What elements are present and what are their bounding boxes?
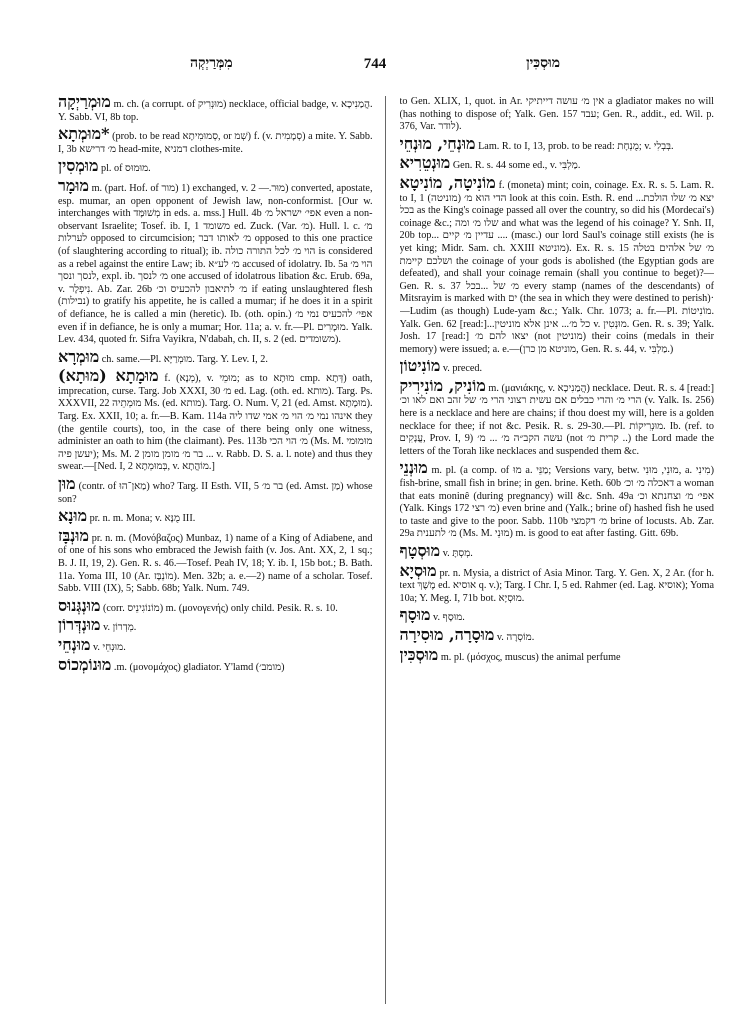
entry-headword: מוּסְטָף xyxy=(399,541,441,560)
running-head xyxy=(40,56,710,80)
dictionary-entry xyxy=(399,375,715,459)
entry-headword: מוּנָא xyxy=(58,506,88,526)
dictionary-entry xyxy=(399,605,715,625)
entry-definition: v. מְדְרוֹן. xyxy=(103,622,137,634)
entry-headword: מוּסְכִּין xyxy=(399,644,439,664)
entry-headword: מוּנְטֵרִיא xyxy=(399,153,451,173)
running-head-left-word: מִמְּרַיְקְה xyxy=(190,56,233,71)
dictionary-entry xyxy=(399,153,715,173)
entry-definition: m. ch. (a corrupt. of מוּנְרִיק) necklace, official badge, v. הֲמַנִיכָא. Y. Sabb. VI, 8b top. xyxy=(58,99,373,123)
entry-headword: מוּסָף xyxy=(399,605,431,625)
entry-headword: מוּמָתָא (מוּתָא) xyxy=(58,366,159,386)
entry-headword: מוּמָר xyxy=(58,175,89,195)
dictionary-entry xyxy=(58,595,373,616)
entry-headword: *מוּמְתָא xyxy=(58,124,110,144)
entry-definition: (corr. מוֹנוֹגִינֵיס) m. (μονογενής) only child. Pesik. R. s. 10. xyxy=(103,602,338,614)
entry-headword: מוּנְחֵי xyxy=(58,634,91,654)
entry-headword: מוּנְנֵי xyxy=(399,458,428,478)
entry-definition: m. pl. (a comp. of מוּ a. מַנֵּי; Versions vary, betw. מוּנֵי, מוּנִי, a. מִינִי) fish-brine, small fish in brine; in gen. brine. Keth. 60b דאכלה מ׳ וכ׳ a woman that eats moninê (during pregnancy) will &c. Snh. 49a אפי׳ מ׳ וצחנתא וכ׳ (Yalk. Kings 172 מ׳ רצי) even brine and (Yalk.; brine of) hashed fish he used to taste and give to the poor. Sabb. 110b מ׳ דקמצי brine of locusts. Ab. Zar. 29a מ׳ לתענית (Ms. M. מוּנֵי) m. is good to eat after fasting. Gitt. 69b. xyxy=(399,465,714,540)
dictionary-entry xyxy=(58,615,373,635)
entry-definition: m. (μανιάκης, v. הֲמַנִיכָא) necklace. Deut. R. s. 4 [read:] הרי מ׳ והרי כבלים אם עשית רצוני הרי מ׳ של זהב ואם לאו וכ׳ (v. Yalk. Is. 256) here is a necklace and here are chains; if thou doest my will, here is a golden necklace for thee; if not &c. Pesik. R. s. 29-30.—Pl. מוּנְרִיקוֹת. Ib. (ref. to עֲנָקִים, Prov. I, 9) עשה הקב״ה מ׳ ... מ׳ (not קרית מ׳ ..) the Lord made the letters of the Torah like necklaces and suspended them &c. xyxy=(399,382,714,457)
entry-headword: מוֹנִיק, מוֹנִירִיק xyxy=(399,375,486,395)
running-head-right-word: מוּסְכִּין xyxy=(526,56,560,71)
entry-definition: Lam. R. to I, 13, prob. to be read: מֻנְחָת; v. בְּבְלִי. xyxy=(478,140,674,152)
dictionary-entry xyxy=(400,96,715,134)
entry-definition: v. preced. xyxy=(442,363,483,375)
dictionary-entry xyxy=(399,356,715,376)
right-column xyxy=(400,96,715,1004)
entry-definition: m. (part. Hof. of מור) 1) exchanged, v. מוּר.— 2) converted, apostate, esp. mumar, an open opponent of Jewish law, non-conformist. [Our w. interchanges with מְשׁוּמָּד in eds. a. mss.] Hull. 4b אפי׳ ישראל מ׳ even a non-observant Israelite; Tosef. ib. I, 1 משומד ed. Zuck. (Var. מ׳). Hull. l. c. מ׳ לערלות opposed to circumcision; מ׳ לאותו דבר opposed to this one practice (of slaughtering according to ritual); ib. הוי מ׳ לכל התורה כולה is considered as a rebel against the entire Law; ib. מ׳ לע״א accused of idolatry. Ib. 5a הוי מ׳ לנסך ונסך, expl. ib. מ׳ לנסך one accused of idolatrous libation &c. Erub. 69a, v. נִיפְלָר. Ab. Zar. 26b מ׳ לתיאבון להכעיס וכ׳ if eating unslaughtered flesh (נבילות) to gratify his appetite, he is called a mumar; if he does it in a spirit of defiance, he is called a min (heretic). Ib. (oth. opin.) אפי׳ להכעיס נמי מ׳ even if in defiance, he is only a mumar; Hor. 11a; a. v. fr.—Pl. מוּמָרִים. Yalk. Lev. 434, quoted fr. Sifra Vayikra, N'dabah, ch. II, s. 2 (ed. משומדים). xyxy=(58,182,373,346)
entry-headword: מוּן xyxy=(58,474,76,494)
entry-definition: v. מוּסָף. xyxy=(433,612,465,624)
entry-headword: מוּנְחֵי, מוּנְחֵי xyxy=(399,133,476,153)
page-number: 744 xyxy=(363,56,387,72)
entry-headword: מוּסָרָה, מוּסִירָה xyxy=(399,624,495,644)
entry-definition: (מומב׳) m. (μονομάχος) gladiator. Y'lamd. xyxy=(113,661,285,673)
dictionary-entry xyxy=(58,654,373,675)
entry-definition: (contr. of מַאן־הוּ) who? Targ. II Esth. VII, 5 בר מ׳ (ed. Amst. מַן) whose son? xyxy=(58,481,373,505)
entry-headword: מוּנְגְּנוּס xyxy=(58,595,101,615)
entry-definition: ch. same.—Pl. מוּמְרַיָּא. Targ. Y. Lev. I, 2. xyxy=(101,353,268,365)
dictionary-entry xyxy=(399,172,715,356)
dictionary-entry xyxy=(58,525,373,596)
dictionary-entry xyxy=(58,474,373,506)
dictionary-entry xyxy=(58,506,373,526)
dictionary-entry xyxy=(58,96,373,124)
entry-definition: (prob. to be read סְמוּמִיתָא, or שְׁמ) f. (v. סְמָמִית) a mite. Y. Sabb. I, 3b מ׳ דרישא head-mite, דמניא clothes-mite. xyxy=(58,131,373,155)
dictionary-entry xyxy=(399,133,715,154)
dictionary-entry xyxy=(58,156,373,176)
dictionary-entry xyxy=(399,624,715,645)
entry-definition: v. מוֹסְרָה. xyxy=(496,631,535,643)
entry-headword: מוּנְבָּז xyxy=(58,525,89,545)
entry-headword: מוּנוֹמְכוֹס xyxy=(58,654,112,674)
entry-headword: מוּסְיָא xyxy=(399,560,437,580)
entry-headword: מוּנְדְּרוֹן xyxy=(58,615,101,635)
entry-headword: מוֹנִיטָה, מוֹנִיטָא xyxy=(399,172,496,192)
entry-definition: pl. of מוּמוּס. xyxy=(100,163,151,175)
entry-headword: מוּמְסִין xyxy=(58,156,99,176)
dictionary-entry xyxy=(399,458,715,541)
dictionary-entry xyxy=(58,634,373,655)
entry-definition: m. pl. (μόσχος, muscus) the animal perfume xyxy=(440,651,621,663)
dictionary-entry xyxy=(399,644,715,665)
entry-definition: f. (moneta) mint; coin, coinage. Ex. R. s. 5. Lam. R. to I, 1 (מוניטה) הדי הוא מ׳ look at this coin. Esth. R. end ...יצא מ׳ שלו הולכת בכל as the King's coinage passed all over the country, so did his (Mordecai's) coinage &c.; שלו מ׳ ומה and what was the legend of his coinage? Y. Snh. II, 20b top... עדיין מ׳ קיים .... (masc.) our lord Saul's coinage still exists (he is yet king; Midr. Sam. ch. XXIII מוניטא). Ex. R. s. 15 מ׳ של אלהים בטלה ושלכם קיימת the coinage of your gods is abolished (the Egyptian gods are defeated), and shall your coinage remain (shall you continue to beget)?—Gen. R. s. 37 מ׳ של ...בכל every stamp (names of the descendants) of Mitsrayim is marked with ים (the sea in which they were destined to perish)·—Ludim (as though) Lude-yam &c.; Yalk. Chr. 1073; a. fr.—Pl. מוֹנִיטוֹת. Yalk. Gen. 62 [read:]...כל מ׳... אינן אלא מוניטין v. מוּנְטִין. Gen. R. s. 39; Yalk. Josh. 17 [read:] יצאו להם מ׳ (not מוניטין) their coins (medals in their memory) were issued; a. e.—(מוניטא מן כרן, Gen. R. s. 44, v. מַלְבִּי.) xyxy=(399,179,714,355)
entry-definition: Gen. R. s. 44 some ed., v. מַלְבִּי. xyxy=(452,160,581,172)
dictionary-entry xyxy=(58,175,373,347)
entry-definition: pr. n. Mysia, a district of Asia Minor. Targ. Y. Gen. X, 2 Ar. (for h. text מֶשֶׁךְ ed. אוסיא q. v.); Targ. I Chr. I, 5 ed. Rahmer (ed. Lag. אוסיא); Yoma 10a; Y. Meg. I, 71b bot. מוּסְיָא. xyxy=(399,567,714,604)
entry-definition: f. (מְנָא), v. מוּמֵי; as to מוּתָא cmp. דְּתָא) oath, imprecation, curse. Targ. Job XXXI, 30 מ׳ ed. Lag. (oth. ed. מותא). Targ. Ps. XXXVII, 22 מוּמְתֵיה Ms. (ed. מותא). Targ. O. Num. V, 21 (ed. Amst. מוּמָתָא). Targ. Ex. XXII, 10; a. fr.—B. Kam. 114a אינהו נמי מ׳ הוי מ׳ אמי שדו ליה they (the gentile courts), too, in the case of there being only one witness, administer an oath to him (the claimant). Pes. 113b מ׳ הוי הכי (Ms. M. מוּמוּמי יעשן פיה); Ms. M. 2 בר מ׳ מומן מומן ... v. Rabb. D. S. a. l. note) and thus they swear.—[Ned. I, 2 בְּמוּמְתָא, v. מוֹהֲתָא.] xyxy=(58,373,373,473)
dictionary-entry xyxy=(58,366,373,474)
dictionary-entry xyxy=(399,560,715,606)
entry-definition: to Gen. XLIX, 1, quot. in Ar. אין מ׳ עושה דייתיקי a gladiator makes no will (has nothing to dispose of; Yalk. Gen. 157 עבד; Gen. R., addit., ed. Wil. p. 376, Var. לודר). xyxy=(399,96,714,133)
entry-headword: מוֹנִיטוֹן xyxy=(399,356,441,376)
entry-definition: v. מוּנְחֵי. xyxy=(93,641,126,653)
dictionary-entry xyxy=(58,346,373,367)
entry-headword: מוּמְרַיְקָה xyxy=(58,96,111,111)
two-column-body xyxy=(58,96,714,1004)
dictionary-entry xyxy=(58,124,373,156)
left-column xyxy=(58,96,386,1004)
entry-headword: מוּמְרָא xyxy=(58,346,100,366)
entry-definition: pr. n. m. (Μονόβαζος) Munbaz, 1) name of a King of Adiabene, and of one of his sons who embraced the Jewish faith (v. Jos. Ant. XX, 2, 1 sq.; B. J. II, 19, 2). Gen. R. s. 46.—Tosef. Peah IV, 18; Y. ib. I, 15b bot.; B. Bath. 11a. Yoma III, 10 (Ar. מוֹנְבָּז). Men. 32b; a. e.—2) name of a scholar. Tosef. Sabb. VIII (IX), 5; Sabb. 68b; Yalk. Num. 749. xyxy=(58,532,373,595)
entry-definition: pr. n. m. Mona; v. מֻנָּא III. xyxy=(89,513,196,525)
entry-definition: v. מְסְתָּ. xyxy=(442,548,473,559)
dictionary-entry xyxy=(399,541,715,561)
